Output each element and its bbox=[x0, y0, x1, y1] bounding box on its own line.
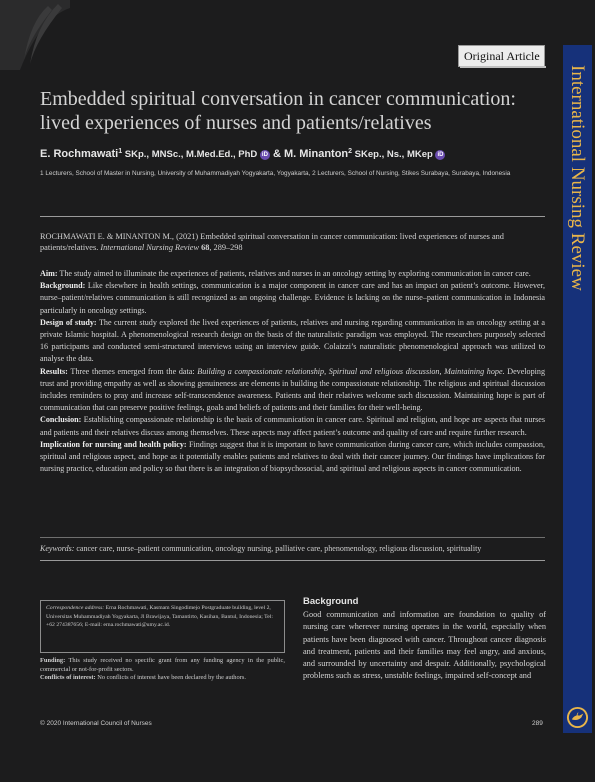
results-text-b: . Developing trust and providing empathy as well as showing genuineness are elements in building the compassionate relationship. The religious and spiritual discussion includes reminders to pray and increase self-transcendence awareness. Patients and their relatives welcome such discussion. Maintaining hope is part of communication that can preserve positive feelings, goals and beliefs of patients and their families for their well-being. bbox=[40, 366, 545, 413]
results-text-a: Three themes emerged from the data: bbox=[67, 366, 198, 376]
correspondence-label: Correspondence address: bbox=[46, 605, 105, 611]
background-text: Like elsewhere in health settings, communication is a major component in cancer care and has an impact on patient’s outcome. However, nurse–patient/relatives communication is still recognized as an ongoing challenge. Evidence is lacking on the nurse–patient communication in Indonesia particularly in oncology settings. bbox=[40, 281, 545, 315]
citation-pages: , 289–298 bbox=[209, 243, 243, 252]
abstract-results bbox=[40, 366, 545, 415]
abstract bbox=[40, 268, 545, 475]
conclusion-text: Establishing compassionate relationship is the basis of communication in cancer care. Spiritual and religion, and hope are aspects that nurses and patients and their relatives discuss among themselves. These aspects may affect patient’s outcome and quality of care and require further research. bbox=[40, 415, 545, 437]
conflicts-text: No conflicts of interest have been declared by the authors. bbox=[95, 674, 246, 681]
funding-label: Funding: bbox=[40, 657, 66, 664]
laurel-logo-icon bbox=[0, 0, 70, 70]
implication-label: Implication for nursing and health policy: bbox=[40, 439, 187, 449]
page-number: 289 bbox=[532, 720, 543, 727]
author-separator: & bbox=[269, 148, 284, 161]
orcid-icon[interactable]: iD bbox=[437, 151, 444, 158]
article-type-badge: Original Article bbox=[458, 45, 545, 67]
funding-note bbox=[40, 657, 285, 683]
aim-label: Aim: bbox=[40, 269, 58, 278]
design-label: Design of study: bbox=[40, 317, 97, 327]
journal-title-text: International Nursing Review bbox=[567, 65, 588, 291]
correspondence-box bbox=[40, 600, 285, 653]
author-1-credentials: SKp., MNSc., M.Med.Ed., PhD bbox=[122, 149, 258, 161]
divider bbox=[40, 560, 545, 561]
author-1-name: E. Rochmawati bbox=[40, 148, 119, 161]
conflicts-label: Conflicts of interest: bbox=[40, 674, 96, 681]
title-line-2: lived experiences of nurses and patients/relatives bbox=[40, 112, 432, 134]
funding bbox=[40, 657, 285, 674]
background-paragraph: Good communication and information are foundation to quality of nursing care wherever nursing operates in the world, especially when patients have been diagnosed with cancer. Throughout cancer diagnosis and treatment, patients and their families may feel angry, and anxious, and surrounded by uncertainty and despair. Additionally, psychological problems such as stress, unstable feelings, impaired self-concept and bbox=[303, 610, 546, 681]
results-themes: Building a compassionate relationship, Spiritual and religious discussion, Maintaining hope bbox=[197, 366, 503, 376]
design-text: The current study explored the lived experiences of patients, relatives and nursing regarding communication in an oncology setting at a private Islamic hospital. A phenomenological research design on the basis of the naturalistic paradigm was employed. The researchers purposely selected 16 participants and conducted semi-structured interviews using an interview guide. Colaizzi’s naturalistic phenomenological approach was utilized to analyse the data. bbox=[40, 317, 546, 364]
author-list bbox=[40, 148, 560, 160]
header-rule bbox=[460, 66, 546, 68]
abstract-conclusion bbox=[40, 414, 545, 438]
abstract-design bbox=[40, 317, 545, 366]
abstract-background bbox=[40, 280, 545, 317]
footer-copyright: © 2020 International Council of Nurses bbox=[40, 720, 152, 727]
abstract-aim bbox=[40, 268, 545, 280]
author-1-sup: 1 bbox=[118, 148, 123, 155]
conclusion-label: Conclusion: bbox=[40, 415, 82, 425]
citation-journal: International Nursing Review bbox=[100, 243, 200, 252]
aim-text: The study aimed to illuminate the experiences of patients, relatives and nurses in an oncology setting by exploring communication in cancer care. bbox=[57, 269, 531, 278]
affiliations: 1 Lecturers, School of Master in Nursing, University of Muhammadiyah Yogyakarta, Yogyakarta, 2 Lecturers, School of Nursing, Stikes Surabaya, Surabaya, Indonesia bbox=[40, 170, 511, 177]
abstract-implication bbox=[40, 439, 545, 476]
implication-text: Findings suggest that it is important to have communication during cancer care, which includes compassion, spiritual and religious aspect, and hope as it potentially enables patients and relatives to deal with their cancer journey. Our findings have implications for nursing practice, education and policy so that there is an integration of biopsychosocial, and spiritual and religious aspects in cancer communication. bbox=[40, 439, 545, 474]
citation-volume: 68 bbox=[199, 243, 210, 252]
correspondence-text: Erna Rochmawati, Kasmam Singodimejo Postgraduate building, level 2, Universitas Muhammadiyah Yogyakarta, Jl Brawijaya, Tamantirto, Kasihan, Bantul, Indonesia; Tel: +62 274387656; E-mail: erna.rochmawati@umy.ac.id. bbox=[46, 605, 273, 628]
journal-title-vertical bbox=[563, 45, 592, 685]
article-title bbox=[40, 87, 555, 135]
conflicts bbox=[40, 674, 285, 683]
results-label: Results: bbox=[40, 366, 68, 376]
funding-text: This study received no specific grant from any funding agency in the public, commercial or not-for-profit sectors. bbox=[40, 657, 285, 673]
keywords-text: cancer care, nurse–patient communication, oncology nursing, palliative care, phenomenology, religious discussion, spirituality bbox=[74, 544, 482, 553]
section-heading-background: Background bbox=[303, 596, 359, 607]
author-2-sup: 2 bbox=[348, 148, 353, 155]
citation bbox=[40, 231, 545, 253]
journal-sidebar bbox=[563, 45, 592, 733]
author-2-credentials: SKep., Ns., MKep bbox=[352, 149, 433, 161]
divider bbox=[40, 537, 545, 538]
keywords-label: Keywords: bbox=[40, 544, 75, 553]
icn-lamp-logo-icon bbox=[566, 706, 589, 729]
title-line-1: Embedded spiritual conversation in cancer communication: bbox=[40, 88, 516, 110]
citation-text: ROCHMAWATI E. & MINANTON M., (2021) Embedded spiritual conversation in cancer communication: lived experiences of nurses and patients/relatives. bbox=[40, 232, 504, 252]
orcid-icon[interactable]: iD bbox=[261, 151, 268, 158]
divider bbox=[40, 216, 545, 217]
background-label: Background: bbox=[40, 281, 86, 291]
author-2-name: M. Minanton bbox=[283, 148, 349, 161]
keywords bbox=[40, 543, 545, 555]
